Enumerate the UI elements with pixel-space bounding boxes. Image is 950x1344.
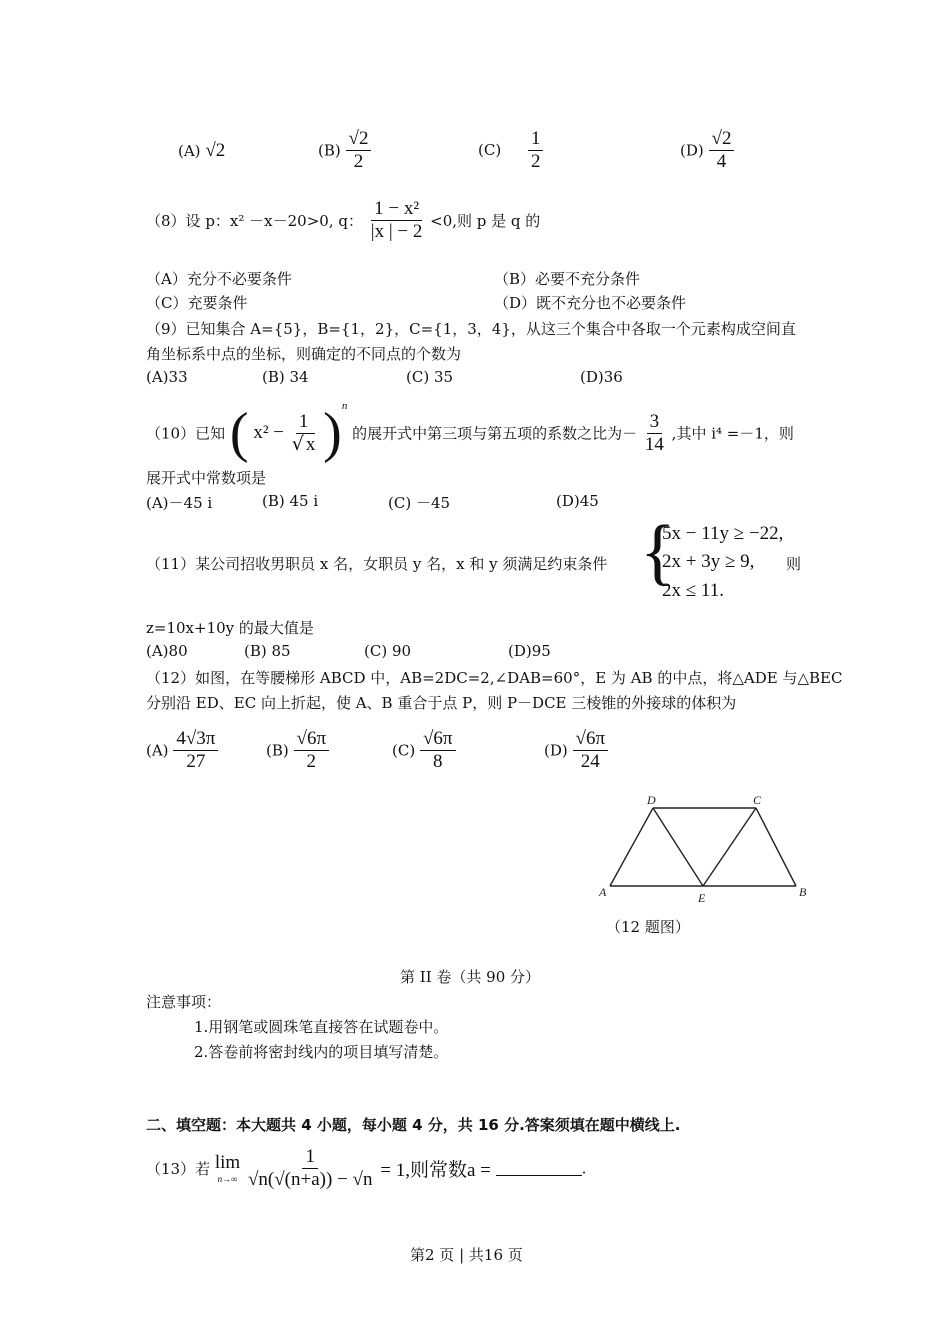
section2-heading: 二、填空题：本大题共 4 小题，每小题 4 分，共 16 分.答案须填在题中横线上. (146, 1116, 681, 1134)
q13-stem: （13）若 lim n→∞ $\frac{1}{√n(√(n+a)) - √n}$ = 1,则常数a = . (146, 1146, 587, 1190)
q8-option-d: （D）既不充分也不必要条件 (494, 294, 687, 312)
q8-option-c: （C）充要条件 (146, 294, 248, 312)
label-d: D (647, 793, 656, 807)
q10-option-d: (D)45 (556, 492, 599, 510)
q9-option-a: (A)33 (146, 368, 188, 386)
edge-ce (703, 808, 756, 886)
q11-option-a: (A)80 (146, 642, 188, 660)
q13-answer-blank[interactable] (496, 1161, 582, 1176)
q11-brace: { (640, 511, 676, 593)
q8-stem: （8）设 p：x² －x－20>0, q： $\frac{\text{1 − x²}}{|x | - 2}$ <0,则 p 是 q 的 (146, 198, 541, 242)
notice-title: 注意事项： (146, 993, 222, 1011)
label-c: C (753, 793, 762, 807)
q12-option-a: (A) $\frac{4√3\pi}{27}$ (146, 728, 218, 773)
q7-option-c: (C) $\frac{1}{2}$ (478, 128, 543, 173)
notice-1: 1.用钢笔或圆珠笔直接答在试题卷中。 (194, 1018, 449, 1036)
q12-line1: （12）如图，在等腰梯形 ABCD 中，AB=2DC=2,∠DAB=60°，E 为 AB 的中点，将△ADE 与△BEC (146, 669, 843, 687)
q8-option-a: （A）充分不必要条件 (146, 270, 292, 288)
q7-option-d: (D) $\frac{√2}{4}$ (680, 128, 734, 173)
q11-constraint-1: 5x − 11y ≥ −22, (662, 523, 784, 544)
q12-trapezoid-figure (596, 792, 816, 908)
q10-stem: （10）已知 ( x² − $\frac{1}{√ x}$ )$^n$ 的展开式中第三项与第五项的系数之比为－ $\frac{3}{14}$ ,其中 i⁴ =－1，则 (146, 400, 794, 464)
q10-option-c: (C) －45 (388, 494, 451, 512)
q9-option-b: (B) 34 (262, 368, 309, 386)
q12-line2: 分别沿 ED、EC 向上折起，使 A、B 重合于点 P，则 P－DCE 三棱锥的外接球的体积为 (146, 694, 737, 712)
q9-option-c: (C) 35 (406, 368, 454, 386)
q11-constraint-2: 2x + 3y ≥ 9, (662, 551, 755, 572)
q11-option-d: (D)95 (508, 642, 551, 660)
q9-option-d: (D)36 (580, 368, 623, 386)
q9-line1: （9）已知集合 A={5}，B={1，2}，C={1，3，4}，从这三个集合中各取一个元素构成空间直 (146, 320, 796, 338)
part2-title: 第 II 卷（共 90 分） (400, 968, 541, 986)
notice-2: 2.答卷前将密封线内的项目填写清楚。 (194, 1043, 449, 1061)
q10-option-b: (B) 45 i (262, 492, 319, 510)
q12-option-d: (D) $\frac{√6\pi}{24}$ (544, 728, 608, 773)
q12-option-c: (C) $\frac{√6\pi}{8}$ (392, 728, 456, 773)
label-e: E (698, 891, 706, 905)
q8-option-b: （B）必要不充分条件 (494, 270, 641, 288)
q12-option-b: (B) $\frac{√6\pi}{2}$ (266, 728, 329, 773)
q11-stem: （11）某公司招收男职员 x 名，女职员 y 名，x 和 y 须满足约束条件 (146, 555, 608, 573)
label-b: B (799, 885, 807, 899)
q11-constraint-3: 2x ≤ 11. (662, 580, 724, 601)
edge-de (653, 808, 703, 886)
q11-line2: z=10x+10y 的最大值是 (146, 619, 314, 637)
q10-line2: 展开式中常数项是 (146, 469, 267, 487)
q10-option-a: (A)－45 i (146, 494, 213, 512)
edge-ad (610, 808, 653, 886)
edge-bc (756, 808, 796, 886)
q12-figure-caption: （12 题图） (606, 918, 690, 936)
label-a: A (599, 885, 607, 899)
q11-option-b: (B) 85 (244, 642, 291, 660)
q9-line2: 角坐标系中点的坐标，则确定的不同点的个数为 (146, 345, 462, 363)
q7-option-a: (A) √2 (178, 140, 226, 161)
q11-then: 则 (786, 555, 802, 573)
page-footer: 第2 页 | 共16 页 (410, 1246, 523, 1264)
q7-option-b: (B) $\frac{√2}{2}$ (318, 128, 371, 173)
q11-option-c: (C) 90 (364, 642, 412, 660)
